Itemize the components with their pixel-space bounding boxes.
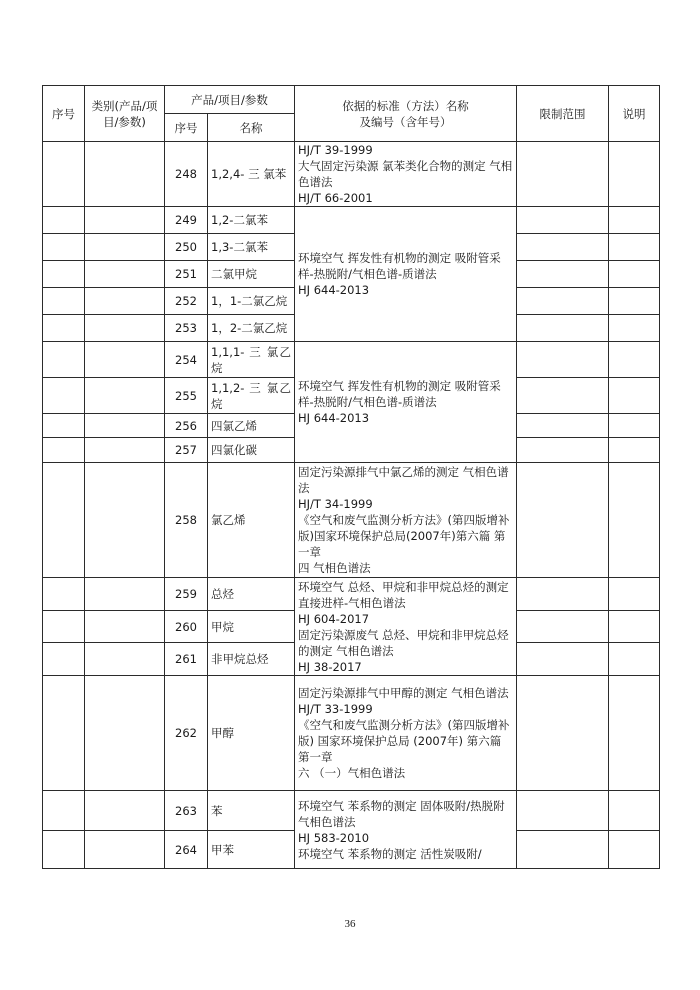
seq-cell — [43, 463, 85, 578]
limit-cell — [517, 578, 609, 611]
note-cell — [609, 676, 660, 791]
note-cell — [609, 791, 660, 831]
category-cell — [85, 643, 165, 676]
item-name: 氯乙烯 — [208, 463, 295, 578]
row-number: 257 — [165, 438, 208, 463]
row-number: 263 — [165, 791, 208, 831]
header-limit: 限制范围 — [517, 86, 609, 142]
note-cell — [609, 261, 660, 288]
standard-text: 固定污染源排气中氯乙烯的测定 气相色谱法 HJ/T 34-1999 《空气和废气监测分析方法》(第四版增补版)国家环境保护总局(2007年)第六篇 第一章 四 气相色谱法 — [295, 463, 517, 578]
row-number: 256 — [165, 414, 208, 438]
limit-cell — [517, 315, 609, 342]
limit-cell — [517, 261, 609, 288]
note-cell — [609, 414, 660, 438]
row-number: 255 — [165, 378, 208, 414]
category-cell — [85, 234, 165, 261]
row-number: 261 — [165, 643, 208, 676]
header-name: 名称 — [208, 114, 295, 142]
seq-cell — [43, 676, 85, 791]
limit-cell — [517, 611, 609, 643]
row-number: 254 — [165, 342, 208, 378]
header-note: 说明 — [609, 86, 660, 142]
table-row — [43, 578, 660, 611]
header-seq: 序号 — [43, 86, 85, 142]
item-name: 非甲烷总烃 — [208, 643, 295, 676]
item-name: 四氯化碳 — [208, 438, 295, 463]
limit-cell — [517, 378, 609, 414]
table-row — [43, 463, 660, 578]
limit-cell — [517, 288, 609, 315]
category-cell — [85, 611, 165, 643]
seq-cell — [43, 378, 85, 414]
standard-text: 固定污染源排气中甲醇的测定 气相色谱法 HJ/T 33-1999 《空气和废气监测分析方法》(第四版增补版) 国家环境保护总局 (2007年) 第六篇 第一章 六 （一）气相色谱法 — [295, 676, 517, 791]
limit-cell — [517, 463, 609, 578]
seq-cell — [43, 831, 85, 869]
category-cell — [85, 438, 165, 463]
category-cell — [85, 288, 165, 315]
standard-text: 环境空气 总烃、甲烷和非甲烷总烃的测定 直接进样-气相色谱法 HJ 604-2017 固定污染源废气 总烃、甲烷和非甲烷总烃的测定 气相色谱法 HJ 38-2017 — [295, 578, 517, 676]
category-cell — [85, 261, 165, 288]
seq-cell — [43, 414, 85, 438]
category-cell — [85, 676, 165, 791]
row-number: 252 — [165, 288, 208, 315]
limit-cell — [517, 234, 609, 261]
header-category: 类别(产品/项目/参数) — [85, 86, 165, 142]
item-name: 1,1,2- 三 氯乙烷 — [208, 378, 295, 414]
table-row — [43, 342, 660, 378]
row-number: 264 — [165, 831, 208, 869]
note-cell — [609, 342, 660, 378]
category-cell — [85, 142, 165, 207]
item-name: 苯 — [208, 791, 295, 831]
standard-text: 环境空气 苯系物的测定 固体吸附/热脱附 气相色谱法 HJ 583-2010 环境空气 苯系物的测定 活性炭吸附/ — [295, 791, 517, 869]
standards-table — [42, 85, 660, 869]
item-name: 甲苯 — [208, 831, 295, 869]
note-cell — [609, 831, 660, 869]
seq-cell — [43, 611, 85, 643]
category-cell — [85, 463, 165, 578]
seq-cell — [43, 288, 85, 315]
item-name: 二氯甲烷 — [208, 261, 295, 288]
row-number: 258 — [165, 463, 208, 578]
note-cell — [609, 378, 660, 414]
header-sub-seq: 序号 — [165, 114, 208, 142]
row-number: 251 — [165, 261, 208, 288]
standard-text: HJ/T 39-1999 大气固定污染源 氯苯类化合物的测定 气相色谱法 HJ/T 66-2001 — [295, 142, 517, 207]
note-cell — [609, 207, 660, 234]
note-cell — [609, 611, 660, 643]
table-row — [43, 207, 660, 234]
note-cell — [609, 315, 660, 342]
table-row — [43, 791, 660, 831]
limit-cell — [517, 414, 609, 438]
note-cell — [609, 288, 660, 315]
item-name: 1,3-二氯苯 — [208, 234, 295, 261]
seq-cell — [43, 578, 85, 611]
note-cell — [609, 142, 660, 207]
seq-cell — [43, 791, 85, 831]
limit-cell — [517, 142, 609, 207]
category-cell — [85, 831, 165, 869]
seq-cell — [43, 342, 85, 378]
page-number: 36 — [344, 918, 356, 930]
limit-cell — [517, 207, 609, 234]
header-product-group: 产品/项目/参数 — [165, 86, 295, 114]
seq-cell — [43, 261, 85, 288]
item-name: 四氯乙烯 — [208, 414, 295, 438]
seq-cell — [43, 315, 85, 342]
note-cell — [609, 578, 660, 611]
item-name: 1,2-二氯苯 — [208, 207, 295, 234]
limit-cell — [517, 676, 609, 791]
category-cell — [85, 578, 165, 611]
item-name: 1,2,4- 三 氯苯 — [208, 142, 295, 207]
standard-text: 环境空气 挥发性有机物的测定 吸附管采样-热脱附/气相色谱-质谱法 HJ 644-2013 — [295, 207, 517, 342]
category-cell — [85, 378, 165, 414]
limit-cell — [517, 791, 609, 831]
limit-cell — [517, 643, 609, 676]
table-row — [43, 676, 660, 791]
seq-cell — [43, 142, 85, 207]
row-number: 260 — [165, 611, 208, 643]
note-cell — [609, 234, 660, 261]
category-cell — [85, 315, 165, 342]
note-cell — [609, 438, 660, 463]
category-cell — [85, 791, 165, 831]
row-number: 248 — [165, 142, 208, 207]
note-cell — [609, 463, 660, 578]
limit-cell — [517, 438, 609, 463]
item-name: 甲醇 — [208, 676, 295, 791]
row-number: 259 — [165, 578, 208, 611]
row-number: 253 — [165, 315, 208, 342]
seq-cell — [43, 643, 85, 676]
limit-cell — [517, 342, 609, 378]
row-number: 250 — [165, 234, 208, 261]
seq-cell — [43, 438, 85, 463]
note-cell — [609, 643, 660, 676]
category-cell — [85, 342, 165, 378]
item-name: 总烃 — [208, 578, 295, 611]
header-standard: 依据的标准（方法）名称 及编号（含年号） — [295, 86, 517, 142]
item-name: 1，1-二氯乙烷 — [208, 288, 295, 315]
category-cell — [85, 414, 165, 438]
row-number: 249 — [165, 207, 208, 234]
table-row — [43, 142, 660, 207]
row-number: 262 — [165, 676, 208, 791]
seq-cell — [43, 207, 85, 234]
item-name: 甲烷 — [208, 611, 295, 643]
standard-text: 环境空气 挥发性有机物的测定 吸附管采样-热脱附/气相色谱-质谱法 HJ 644-2013 — [295, 342, 517, 463]
item-name: 1，2-二氯乙烷 — [208, 315, 295, 342]
limit-cell — [517, 831, 609, 869]
category-cell — [85, 207, 165, 234]
item-name: 1,1,1- 三 氯乙烷 — [208, 342, 295, 378]
seq-cell — [43, 234, 85, 261]
